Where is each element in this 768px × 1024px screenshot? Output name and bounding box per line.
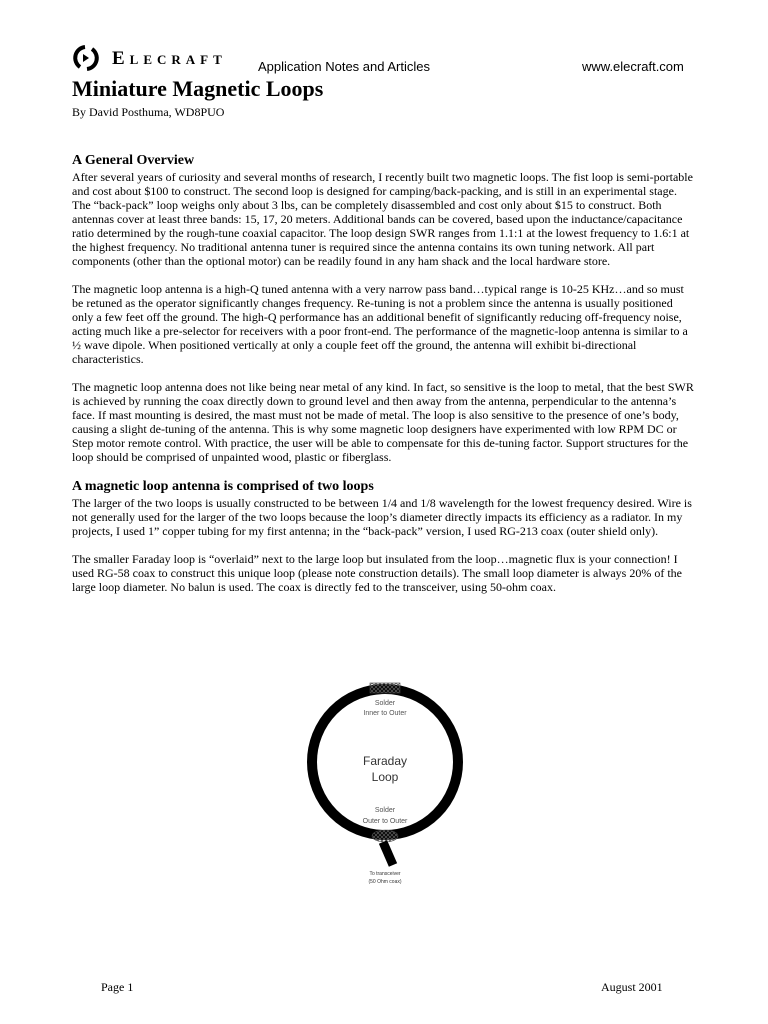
page-header (72, 44, 692, 76)
center-label-line1: Faraday (362, 754, 408, 768)
bottom-label-line1: Solder (374, 807, 396, 814)
top-label-line1: Solder (374, 700, 396, 707)
section-heading-two-loops: A magnetic loop antenna is comprised of two loops (72, 479, 374, 494)
publication-date: August 2001 (601, 980, 663, 994)
feed-label-line1: To transceiver (369, 871, 401, 877)
brand-name: Elecraft (112, 48, 227, 69)
header-tagline: Application Notes and Articles (258, 59, 430, 74)
website-link[interactable]: www.elecraft.com (582, 59, 684, 74)
paragraph: The magnetic loop antenna does not like being near metal of any kind. In fact, so sensitive is the loop to metal, that the best SWR is achieved by running the coax directly down to ground level and then away from the antenna, perpendicular to the antenna’s face. If mast mounting is desired, the mast must not be made of metal. The loop is also sensitive to the presence of one’s body, causing a slight de-tuning of the antenna. This is why some magnetic loop designers have experimented with low RPM DC or Step motor remote control. With practice, the user will be able to compensate for this de-tuning factor. Support structures for the loop should be comprised of unpainted wood, plastic or fiberglass. (72, 380, 694, 464)
article-title: Miniature Magnetic Loops (72, 76, 324, 101)
paragraph: The magnetic loop antenna is a high-Q tuned antenna with a very narrow pass band…typical range is 10-25 KHz…and so must be retuned as the operator significantly changes frequency. Re-tuning is not a problem since the antenna is usually positioned only a few feet off the ground. The high-Q performance has an additional benefit of significantly reducing off-frequency noise, acting much like a pre-selector for receivers with a poor front-end. The performance of the magnetic-loop antenna is similar to a ½ wave dipole. When positioned vertically at only a couple feet off the ground, the antenna will exhibit bi-directional characteristics. (72, 282, 688, 366)
top-solder-joint (370, 683, 400, 693)
bottom-label-line2: Outer to Outer (362, 818, 408, 825)
article-byline: By David Posthuma, WD8PUO (72, 105, 225, 119)
section-heading-overview: A General Overview (72, 153, 195, 168)
paragraph: The larger of the two loops is usually constructed to be between 1/4 and 1/8 wavelength for the lowest frequency desired. Wire is not generally used for the larger of the two loops because the loop’s diameter directly impacts its efficiency as a radiator. In my projects, I used 1” copper tubing for my first antenna; in the “back-pack” version, I used RG-213 coax (outer shield only). (72, 496, 692, 538)
feed-label-line2: (50 Ohm coax) (368, 879, 402, 885)
article-body (72, 152, 696, 594)
bottom-solder-joint (372, 830, 398, 842)
feed-coax (383, 842, 393, 865)
elecraft-logo-icon (72, 44, 100, 72)
page-number: Page 1 (101, 980, 134, 994)
paragraph: After several years of curiosity and several months of research, I recently built two magnetic loops. The fist loop is semi-portable and cost about $100 to construct. The second loop is designed for camping/back-packing, and is still in an experimental stage. The “back-pack” loop weighs only about 3 lbs, can be completely disassembled and cost only about $15 to construct. Both antennas cover at least three bands: 15, 17, 20 meters. Additional bands can be covered, based upon the inductance/capacitance ratio determined by the rough-tune coaxial capacitor. The loop design SWR ranges from 1.1:1 at the lowest frequency to 1.6:1 at the highest frequency. No traditional antenna tuner is required since the antenna contains its own tuning network. All part components (other than the optional motor) can be readily found in any ham shack and the local hardware store. (72, 170, 693, 268)
center-label-line2: Loop (371, 770, 399, 784)
faraday-loop-diagram (300, 675, 470, 890)
top-label-line2: Inner to Outer (363, 710, 407, 717)
paragraph: The smaller Faraday loop is “overlaid” next to the large loop but insulated from the loop…magnetic flux is your connection! I used RG-58 coax to construct this unique loop (please note construction details). The small loop diameter is always 20% of the large loop diameter. No balun is used. The coax is directly fed to the transceiver, using 50-ohm coax. (72, 552, 682, 594)
